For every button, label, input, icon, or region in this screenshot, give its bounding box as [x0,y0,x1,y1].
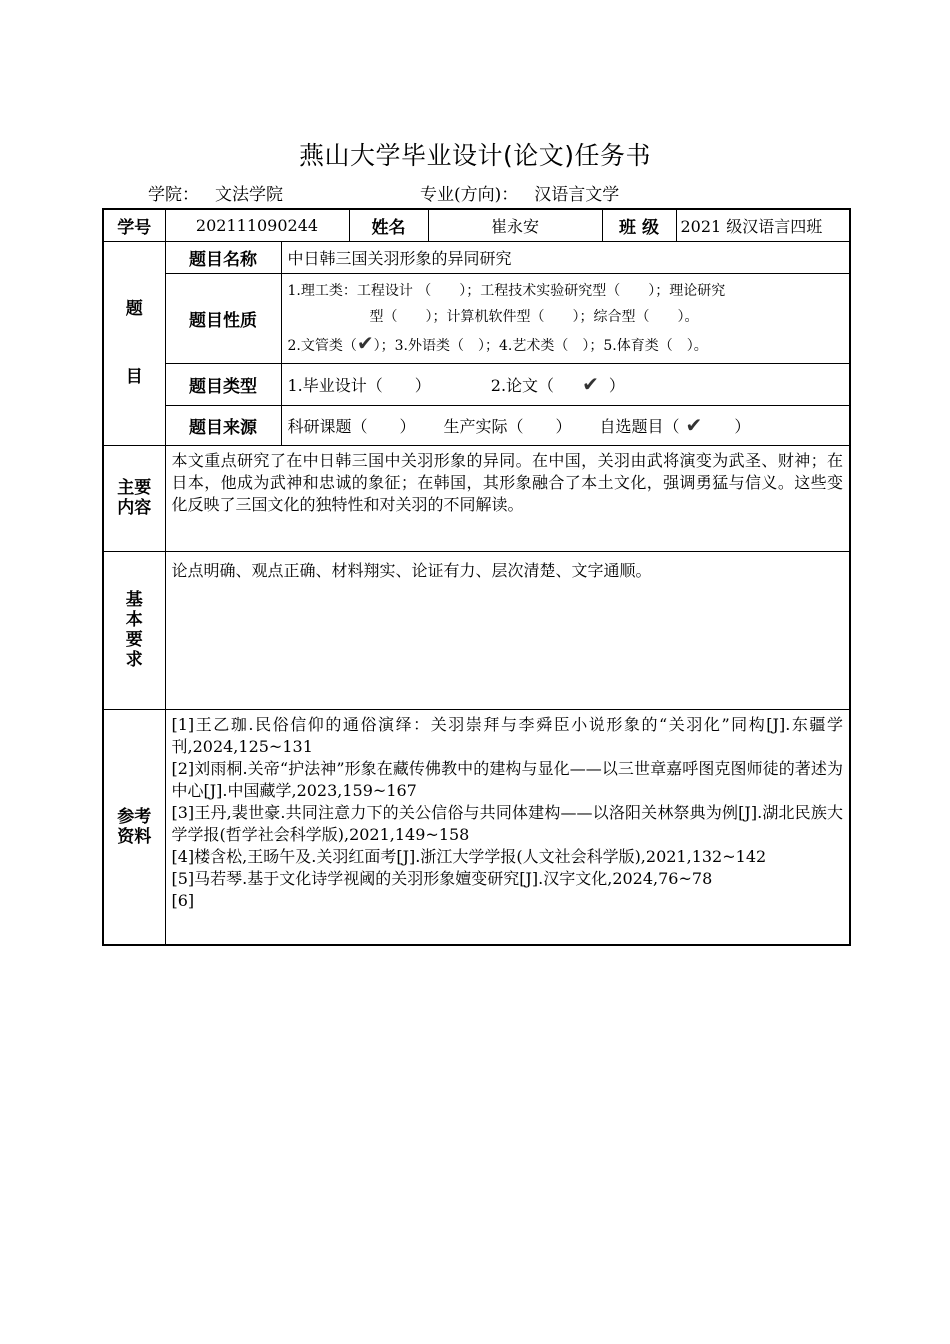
topic-name-label: 题目名称 [165,241,281,273]
topic-source-label: 题目来源 [165,405,281,445]
student-name-label: 姓名 [349,209,428,241]
topic-label-char-1: 题 [125,299,143,319]
student-name-value: 崔永安 [428,209,602,241]
school-label: 学院： [148,185,199,205]
nature-line-2: 型（ ）；计算机软件型（ ）；综合型（ ）。 [369,308,699,325]
nature-line-3-start: 2.文管类（ [287,337,357,354]
source-option-production: 生产实际（ ） [443,417,572,436]
nature-line-3 [288,330,844,359]
major-info [420,180,619,205]
check-mark-icon: ✔ [685,413,703,437]
student-id-value: 202111090244 [165,209,349,241]
requirements-text: 论点明确、观点正确、材料翔实、论证有力、层次清楚、文字通顺。 [165,551,850,709]
student-info-row [103,209,850,241]
topic-source-options [281,405,850,445]
topic-source-row [103,405,850,445]
topic-type-options [281,363,850,405]
class-value: 2021 级汉语言四班 [676,209,850,241]
topic-section-label [103,241,165,445]
main-content-label-line-2: 内容 [117,498,152,518]
topic-type-row [103,363,850,405]
references-row [103,709,850,945]
type-option-thesis-close: ） [608,376,625,395]
source-option-self: 自选题目（ [599,417,680,436]
topic-name-value: 中日韩三国关羽形象的异同研究 [281,241,850,273]
school-value: 文法学院 [215,185,283,205]
type-option-thesis: 2.论文（ [490,376,555,395]
main-content-text: 本文重点研究了在中日韩三国中关羽形象的异同。在中国，关羽由武将演变为武圣、财神；在日本，他成为武神和忠诚的象征；在韩国，其形象融合了本土文化，强调勇猛与信义。这些变化反映了三国文化的独特性和对关羽的不同解读。 [165,445,850,551]
reference-item-3: [3]王丹,裴世豪.共同注意力下的关公信俗与共同体建构——以洛阳关林祭典为例[J].湖北民族大学学报(哲学社会科学版),2021,149~158 [171,802,843,844]
class-label: 班 级 [602,209,676,241]
requirements-char-2: 本 [125,610,143,630]
student-id-label: 学号 [103,209,165,241]
type-option-design: 1.毕业设计（ ） [287,376,431,395]
check-mark-icon: ✔ [356,330,374,355]
nature-line-3-end: ）；3.外语类（ ）；4.艺术类（ ）；5.体育类（ ）。 [373,337,708,354]
reference-item-1: [1]王乙珈.民俗信仰的通俗演绎：关羽崇拜与李舜臣小说形象的“关羽化”同构[J].东疆学刊,2024,125~131 [171,714,843,756]
topic-nature-label: 题目性质 [165,273,281,363]
document-title: 燕山大学毕业设计(论文)任务书 [298,141,651,170]
requirements-char-4: 求 [125,650,143,670]
topic-nature-row [103,273,850,363]
references-label-line-2: 资料 [117,826,152,847]
check-mark-icon: ✔ [582,372,599,396]
topic-nature-options [281,273,850,363]
reference-item-5: [5]马若琴.基于文化诗学视阈的关羽形象嬗变研究[J].汉字文化,2024,76~78 [171,868,713,888]
references-label [103,709,165,945]
main-content-row [103,445,850,551]
task-table [102,208,851,946]
major-value: 汉语言文学 [534,185,620,205]
reference-item-2: [2]刘雨桐.关帝“护法神”形象在藏传佛教中的建构与显化——以三世章嘉呼图克图师徒的著述为中心[J].中国藏学,2023,159~167 [171,758,843,800]
topic-name-row [103,241,850,273]
school-info [148,180,283,205]
major-label: 专业(方向)： [420,185,519,205]
main-content-label [103,445,165,551]
topic-label-char-2: 目 [125,367,143,387]
reference-item-4: [4]楼含松,王旸午及.关羽红面考[J].浙江大学学报(人文社会科学版),2021,132~142 [171,846,767,866]
reference-item-6: [6] [171,890,195,910]
main-content-label-line-1: 主要 [117,478,152,498]
references-label-line-1: 参考 [117,806,152,827]
requirements-char-3: 要 [125,630,143,650]
topic-type-label: 题目类型 [165,363,281,405]
nature-line-1: 1.理工类：工程设计 （ ）；工程技术实验研究型（ ）；理论研究 [287,282,726,299]
requirements-row [103,551,850,709]
source-option-research: 科研课题（ ） [287,417,416,436]
source-option-self-close: ） [734,417,751,436]
requirements-label [103,551,165,709]
references-list [165,709,850,945]
requirements-char-1: 基 [125,590,143,610]
